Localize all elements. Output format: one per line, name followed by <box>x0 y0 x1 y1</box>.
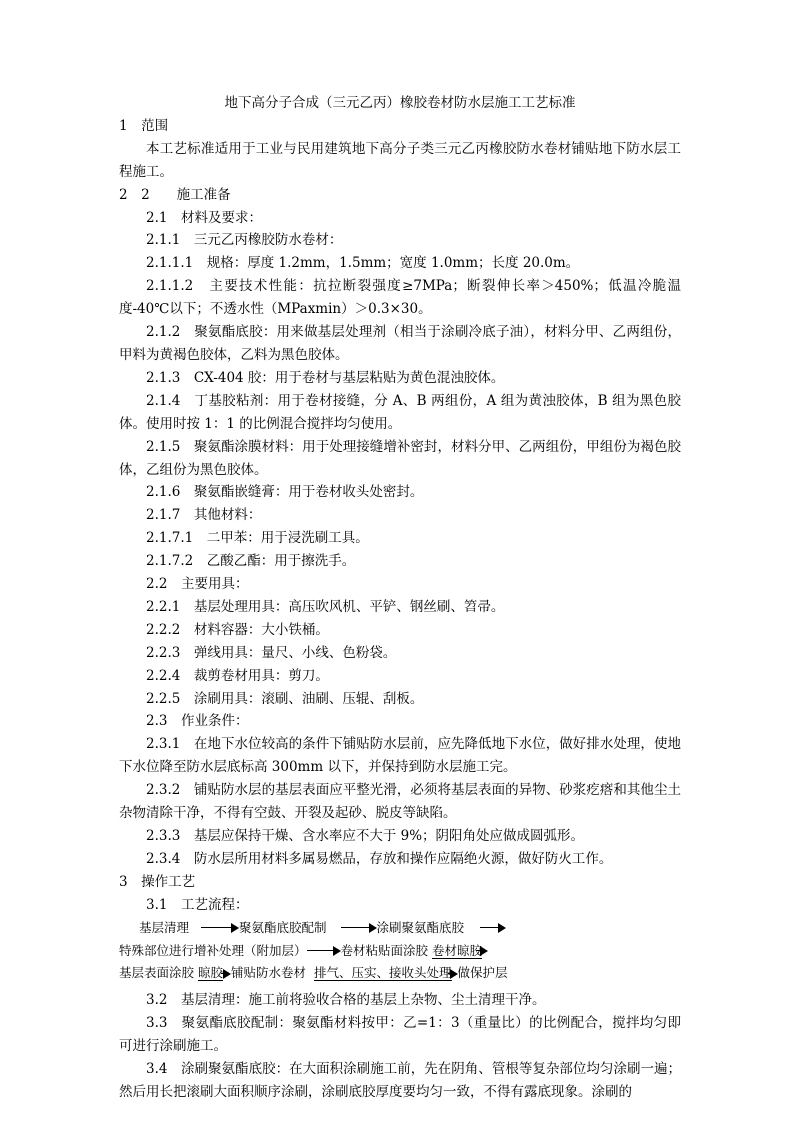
flow-row-2 <box>119 940 488 963</box>
paragraph: 2 2 施工准备 <box>119 186 231 203</box>
paragraph: 2.1.4 丁基胶粘剂：用于卷材接缝，分 A、B 两组份，A 组为黄浊胶体，B 组为黑色胶体。使用时按 1：1 的比例混合搅拌均匀使用。 <box>119 392 681 432</box>
flow-step: 铺贴防水卷材 <box>231 965 307 981</box>
paragraph: 2.3 作业条件： <box>146 713 249 730</box>
paragraph: 3 操作工艺 <box>119 873 196 890</box>
flow-step: 聚氨酯底胶配制 <box>239 919 327 935</box>
document-title: 地下高分子合成（三元乙丙）橡胶卷材防水层施工工艺标准 <box>224 95 576 111</box>
paragraph: 2.1.7.1 二甲苯：用于浸洗刷工具。 <box>146 530 369 547</box>
paragraph: 2.3.1 在地下水位较高的条件下铺贴防水层前，应先降低地下水位，做好排水处理，使地下水位降至防水层底标高 300mm 以下，并保持到防水层施工完。 <box>119 736 681 776</box>
paragraph: 2.1.5 聚氨酯涂膜材料：用于处理接缝增补密封，材料分甲、乙两组份，甲组份为褐色胶体，乙组份为黑色胶体。 <box>119 438 681 478</box>
flow-row-3 <box>119 962 508 985</box>
paragraph: 2.3.3 基层应保持干燥、含水率应不大于 9%；阴阳角处应做成圆弧形。 <box>146 828 585 844</box>
flow-step: 基层表面涂胶 <box>119 965 195 981</box>
flow-step: 涂刷聚氨酯底胶 <box>376 919 465 935</box>
arrow-right-icon <box>201 923 239 933</box>
section-body-continued <box>119 989 681 1104</box>
paragraph: 2.1.1 三元乙丙橡胶防水卷材： <box>146 232 343 249</box>
arrow-right-icon <box>448 969 458 979</box>
document-page <box>119 92 681 1104</box>
paragraph: 2.1.2 聚氨酯底胶：用来做基层处理剂（相当于涂刷冷底子油），材料分甲、乙两组份，甲料为黄褐色胶体，乙料为黑色胶体。 <box>119 324 681 363</box>
paragraph: 1 范围 <box>119 117 169 134</box>
flow-step: 做保护层 <box>457 965 508 981</box>
flow-step: 卷材晾胶 <box>432 942 483 958</box>
paragraph: 2.1.7 其他材料： <box>146 507 262 524</box>
paragraph: 3.2 基层清理：施工前将验收合格的基层上杂物、尘土清理干净。 <box>146 992 546 1009</box>
arrow-right-icon <box>307 946 341 956</box>
paragraph: 本工艺标准适用于工业与民用建筑地下高分子类三元乙丙橡胶防水卷材铺贴地下防水层工程施工。 <box>119 140 681 180</box>
section-body <box>119 115 681 917</box>
paragraph: 2.1.3 CX-404 胶：用于卷材与基层粘贴为黄色混浊胶体。 <box>146 369 505 386</box>
arrow-right-icon <box>476 946 488 956</box>
paragraph: 2.2.4 裁剪卷材用具：剪刀。 <box>146 667 329 684</box>
paragraph: 2.3.4 防水层所用材料多属易燃品，存放和操作应隔绝火源，做好防火工作。 <box>146 850 613 867</box>
flow-step: 特殊部位进行增补处理（附加层） <box>119 942 307 958</box>
paragraph: 3.1 工艺流程： <box>146 896 249 913</box>
process-flowchart <box>119 917 681 986</box>
flow-row-1 <box>139 917 506 940</box>
paragraph: 2.1.6 聚氨酯嵌缝膏：用于卷材收头处密封。 <box>146 484 424 501</box>
paragraph: 2.1.7.2 乙酸乙酯：用于擦洗手。 <box>146 553 356 570</box>
paragraph: 2.2.3 弹线用具：量尺、小线、色粉袋。 <box>146 644 397 661</box>
paragraph: 2.1.1.1 规格：厚度 1.2mm，1.5mm；宽度 1.0mm；长度 20.0m。 <box>146 255 580 272</box>
paragraph: 2.2 主要用具： <box>146 576 249 593</box>
paragraph: 2.1 材料及要求： <box>146 209 262 226</box>
paragraph: 2.3.2 铺贴防水层的基层表面应平整光滑，必须将基层表面的异物、砂浆疙瘩和其他尘土杂物清除干净，不得有空鼓、开裂及起砂、脱皮等缺陷。 <box>119 782 681 822</box>
flow-step: 基层清理 <box>139 919 190 935</box>
flow-step: 卷材粘贴面涂胶 <box>340 942 429 958</box>
paragraph: 2.2.2 材料容器：大小铁桶。 <box>146 621 329 638</box>
flow-step: 晾胶 <box>198 965 224 981</box>
arrow-right-icon <box>480 923 506 933</box>
paragraph: 2.2.1 基层处理用具：高压吹风机、平铲、钢丝刷、笤帚。 <box>146 598 505 615</box>
paragraph: 3.4 涂刷聚氨酯底胶：在大面积涂刷施工前，先在阴角、管根等复杂部位均匀涂刷一遍；然后用长把滚刷大面积顺序涂刷，涂刷底胶厚度要均匀一致，不得有露底现象。涂刷的 <box>119 1061 681 1100</box>
flow-step: 排气、压实、接收头处理 <box>313 965 452 981</box>
paragraph: 3.3 聚氨酯底胶配制：聚氨酯材料按甲：乙=1：3（重量比）的比例配合，搅拌均匀即可进行涂刷施工。 <box>119 1015 681 1055</box>
arrow-right-icon <box>341 923 377 933</box>
arrow-right-icon <box>221 969 231 979</box>
paragraph: 2.2.5 涂刷用具：滚刷、油刷、压辊、刮板。 <box>146 690 424 707</box>
paragraph: 2.1.1.2 主要技术性能：抗拉断裂强度≥7MPa；断裂伸长率＞450%；低温冷脆温度-40℃以下；不透水性（MPaxmin）＞0.3×30。 <box>119 278 681 318</box>
